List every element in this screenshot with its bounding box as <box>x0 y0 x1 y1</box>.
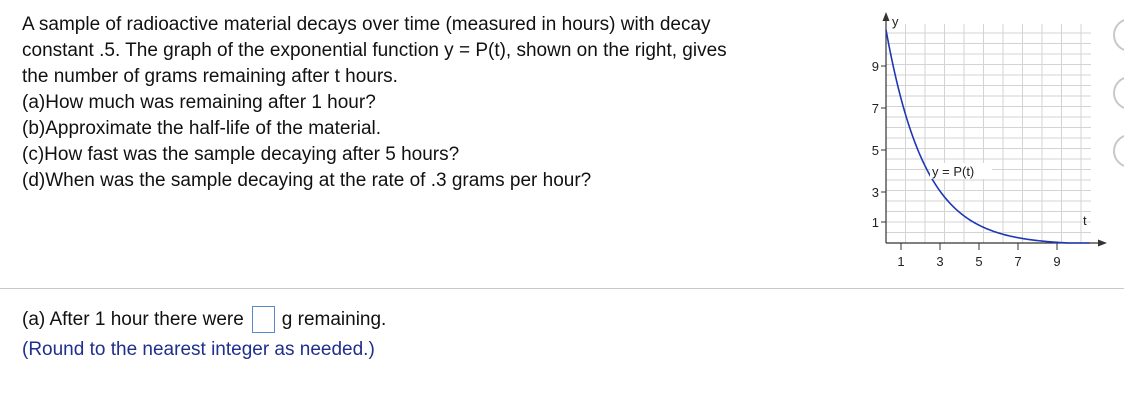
x-tick-label: 1 <box>897 254 905 269</box>
answer-prefix: (a) After 1 hour there were <box>22 308 244 330</box>
graph-grid <box>886 24 1091 243</box>
y-axis-label: y <box>892 14 899 29</box>
question-text <box>22 12 852 194</box>
y-axis-arrow <box>883 12 890 21</box>
decay-graph <box>855 10 1110 272</box>
x-axis-label: t <box>1083 213 1087 228</box>
answer-line <box>22 306 386 333</box>
answer-suffix: g remaining. <box>281 308 387 330</box>
question-line: the number of grams remaining after t hours. <box>22 66 398 87</box>
x-tick-label: 7 <box>1014 254 1022 269</box>
side-tool-button[interactable] <box>1113 18 1124 52</box>
x-tick-label: 3 <box>936 254 944 269</box>
y-tick-label: 5 <box>871 143 879 158</box>
y-tick-label: 1 <box>871 215 879 230</box>
question-part-a: (a)How much was remaining after 1 hour? <box>22 92 376 113</box>
question-part-d: (d)When was the sample decaying at the rate of .3 grams per hour? <box>22 170 592 191</box>
question-line: A sample of radioactive material decays over time (measured in hours) with decay <box>22 14 711 35</box>
y-tick-label: 3 <box>871 185 879 200</box>
y-tick-label: 7 <box>871 101 879 116</box>
x-tick-label: 9 <box>1053 254 1061 269</box>
y-tick-label: 9 <box>871 59 879 74</box>
section-divider <box>0 288 1124 289</box>
question-part-c: (c)How fast was the sample decaying after 5 hours? <box>22 144 460 165</box>
side-tool-button[interactable] <box>1113 76 1124 110</box>
curve-label: y = P(t) <box>932 164 975 179</box>
rounding-hint: (Round to the nearest integer as needed.) <box>22 339 375 360</box>
x-tick-label: 5 <box>975 254 983 269</box>
side-tool-button[interactable] <box>1113 134 1124 168</box>
x-axis-arrow <box>1098 240 1107 247</box>
question-line: constant .5. The graph of the exponential function y = P(t), shown on the right, gives <box>22 40 727 61</box>
question-part-b: (b)Approximate the half-life of the material. <box>22 118 382 139</box>
answer-input[interactable] <box>252 306 275 333</box>
